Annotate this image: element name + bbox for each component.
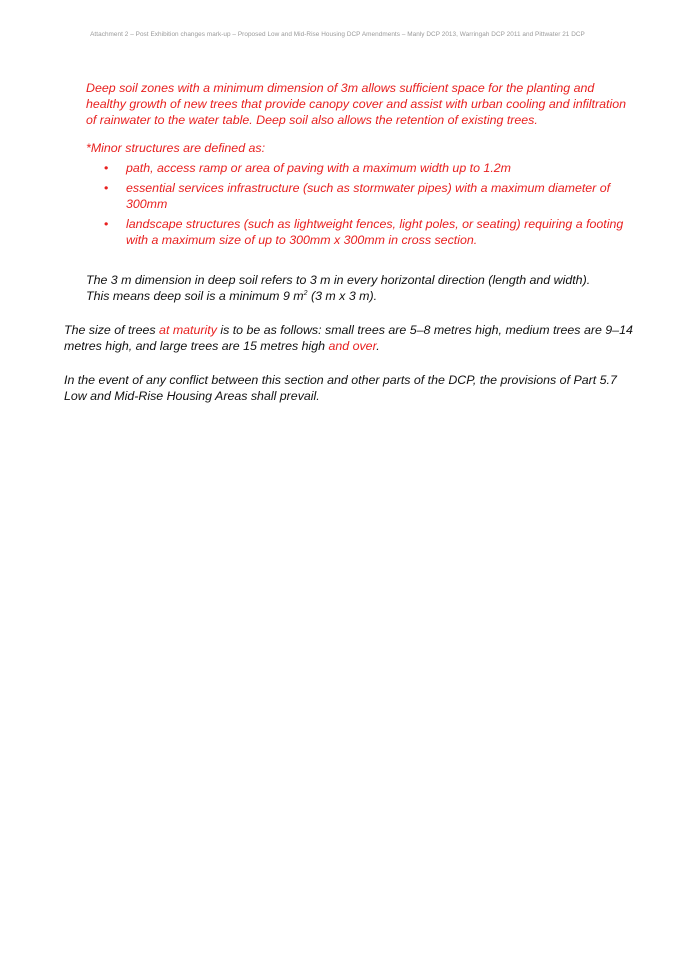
- dimension-note-line2-end: (3 m x 3 m).: [307, 289, 378, 303]
- dimension-note-line1: The 3 m dimension in deep soil refers to 3 m in every horizontal direction (length and width).: [86, 273, 591, 287]
- tree-size-text-2: is to be as follows: small trees are 5–8 metres high, medium trees are 9–14 metres high, and large trees are 15 metres high: [64, 323, 633, 353]
- bullet-icon: •: [104, 181, 109, 195]
- minor-structures-list: [86, 160, 626, 252]
- tree-size-text-1: The size of trees: [64, 323, 160, 337]
- deep-soil-paragraph: Deep soil zones with a minimum dimension of 3m allows sufficient space for the planting and healthy growth of new trees that provide canopy cover and assist with urban cooling and infiltration of rainwater to the water table. Deep soil also allows the retention of existing trees.: [86, 81, 626, 127]
- tree-size-text-3: .: [376, 339, 380, 353]
- conflict-paragraph: In the event of any conflict between this section and other parts of the DCP, the provisions of Part 5.7 Low and Mid-Rise Housing Areas shall prevail.: [64, 373, 617, 403]
- tree-size-paragraph: [64, 322, 644, 354]
- list-item-text: essential services infrastructure (such as stormwater pipes) with a maximum diameter of 300mm: [126, 181, 611, 211]
- dimension-note: [86, 272, 646, 304]
- tree-size-markup-and-over: and over: [328, 339, 377, 353]
- list-item-text: landscape structures (such as lightweight fences, light poles, or seating) requiring a footing with a maximum size of up to 300mm x 300mm in cross section.: [126, 217, 624, 247]
- list-item: [86, 216, 626, 248]
- list-item: [86, 180, 626, 212]
- page-header: Attachment 2 – Post Exhibition changes mark-up – Proposed Low and Mid-Rise Housing DCP Amendments – Manly DCP 2013, Warringah DCP 2011 and Pittwater 21 DCP: [90, 31, 585, 38]
- superscript-2: 2: [303, 290, 308, 297]
- minor-structures-heading: *Minor structures are defined as:: [86, 141, 266, 155]
- dimension-note-line2: This means deep soil is a minimum 9 m: [86, 289, 304, 303]
- list-item-text: path, access ramp or area of paving with a maximum width up to 1.2m: [126, 161, 511, 175]
- bullet-icon: •: [104, 217, 109, 231]
- list-item: [86, 160, 626, 176]
- bullet-icon: •: [104, 161, 109, 175]
- tree-size-markup-maturity: at maturity: [159, 323, 217, 337]
